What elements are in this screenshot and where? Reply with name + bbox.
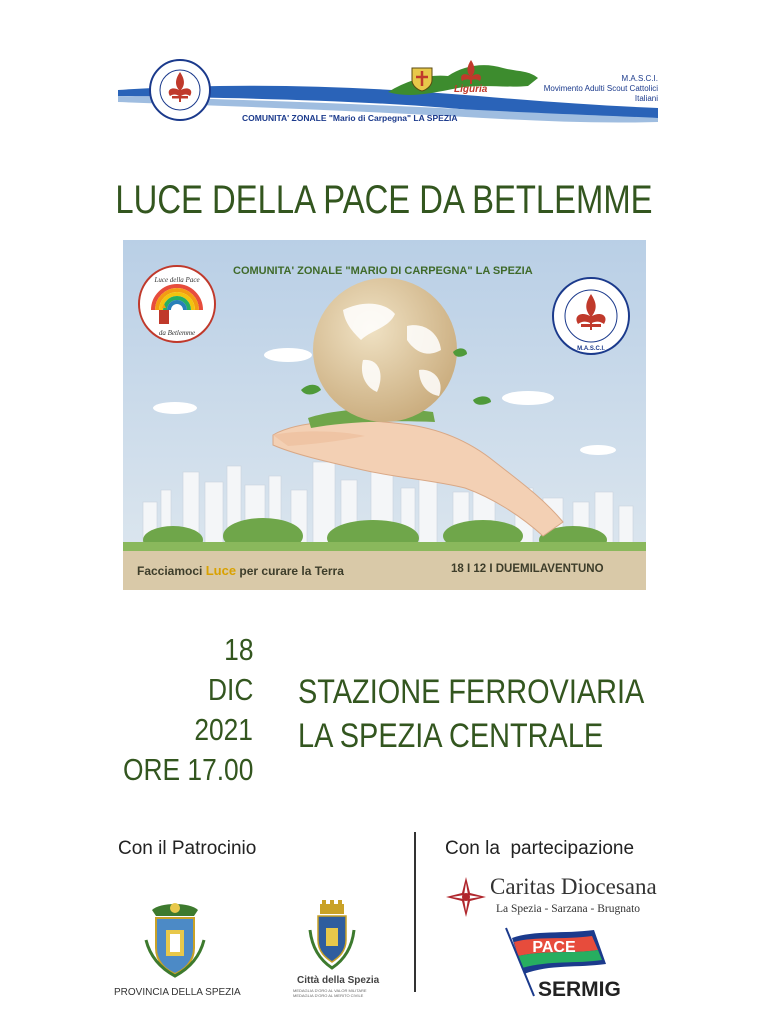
citta-emblem-icon [302,900,362,972]
masci-full: Movimento Adulti Scout Cattolici Italiani [543,84,658,103]
caritas-name: Caritas Diocesana [490,874,657,899]
slogan-luce: Luce [205,563,237,578]
poster-date: 18 I 12 I DUEMILAVENTUNO [451,563,604,575]
pace-flag-text: PACE [532,939,576,956]
masci-abbr: M.A.S.C.I. [621,74,658,83]
poster-footer [123,551,646,590]
venue-line-2: LA SPEZIA CENTRALE [298,717,604,755]
partecipazione-label: Con la partecipazione [445,838,635,859]
masci-logo-icon [148,58,212,122]
sermig-label: SERMIG [538,978,621,1001]
header-banner [118,52,658,132]
header-community: COMUNITA' ZONALE "Mario di Carpegna" LA SPEZIA [242,113,458,123]
luce-logo-bottom-text: da Betlemme [158,329,196,337]
event-year: 2021 [194,712,253,747]
slogan-post: per curare la Terra [236,564,344,578]
section-divider [414,832,416,992]
event-venue [298,670,644,758]
venue-line-1: STAZIONE FERROVIARIA [298,673,645,711]
masci-poster-logo-icon [551,276,631,356]
provincia-label: PROVINCIA DELLA SPEZIA [114,987,241,998]
caritas-subtitle: La Spezia - Sarzana - Brugnato [496,903,641,915]
citta-label: Città della Spezia [297,975,380,986]
poster-slogan [137,563,344,578]
poster-image [123,240,646,590]
masci-poster-logo-bottom: M.A.S.C.I. [577,346,605,352]
poster-community: COMUNITA' ZONALE "MARIO DI CARPEGNA" LA SPEZIA [233,265,533,277]
event-month: DIC [207,672,253,707]
fleur-de-lis-icon [456,58,486,86]
masci-name [538,74,658,104]
caritas-logo-icon [444,875,488,919]
provincia-emblem-icon [140,900,210,980]
page-title: LUCE DELLA PACE DA BETLEMME [115,178,653,222]
luce-pace-logo-icon [137,264,217,344]
liguria-label: Liguria [454,84,488,95]
liguria-shield-icon [408,64,436,92]
event-day: 18 [223,632,253,667]
citta-sublabel: MEDAGLIA D'ORO AL VALOR MILITARE MEDAGLIA D'ORO AL MERITO CIVILE [293,988,367,998]
luce-logo-top-text: Luce della Pace [154,276,200,284]
slogan-pre: Facciamoci [137,564,206,578]
event-time: ORE 17.00 [122,752,253,787]
patrocinio-label: Con il Patrocinio [118,838,257,859]
